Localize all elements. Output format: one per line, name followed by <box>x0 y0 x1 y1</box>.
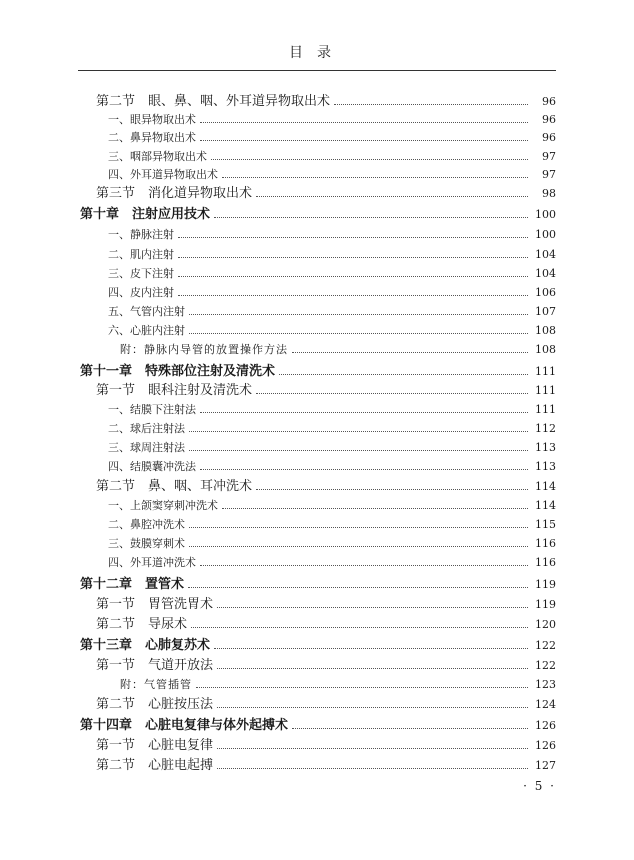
toc-entry-item[interactable] <box>108 492 556 513</box>
toc-entry-page-number: 100 <box>535 228 556 241</box>
dot-leader <box>178 279 528 296</box>
dot-leader <box>191 611 528 628</box>
toc-entry-section[interactable] <box>96 473 556 494</box>
toc-entry-page-number: 111 <box>535 365 556 378</box>
dot-leader <box>214 632 528 649</box>
toc-entry-chapter[interactable] <box>80 712 556 733</box>
toc-entry-label: 三、皮下注射 <box>108 267 174 280</box>
toc-entry-label: 第二节 眼、鼻、咽、外耳道异物取出术 <box>96 94 331 109</box>
toc-entry-page-number: 96 <box>542 95 556 108</box>
toc-entry-label: 四、结膜囊冲洗法 <box>108 460 196 473</box>
toc-entry-page-number: 119 <box>535 598 556 611</box>
toc-entry-label: 二、球后注射法 <box>108 422 185 435</box>
toc-entry-label: 二、鼻腔冲洗术 <box>108 518 185 531</box>
dot-leader <box>189 317 528 334</box>
toc-entry-label: 三、咽部异物取出术 <box>108 150 207 163</box>
toc-entry-label: 一、上颌窦穿刺冲洗术 <box>108 499 218 512</box>
toc-entry-label: 第一节 心脏电复律 <box>96 738 214 753</box>
dot-leader <box>189 298 528 315</box>
toc-entry-page-number: 122 <box>535 639 556 652</box>
toc-entry-item[interactable] <box>108 511 556 532</box>
toc-entry-label: 第十二章 置管术 <box>80 577 185 592</box>
dot-leader <box>279 358 528 375</box>
dot-leader <box>211 143 528 160</box>
toc-entry-label: 第一节 眼科注射及清洗术 <box>96 383 253 398</box>
toc-entry-label: 第十一章 特殊部位注射及清洗术 <box>80 364 276 379</box>
toc-entry-label: 一、静脉注射 <box>108 228 174 241</box>
dot-leader <box>189 511 528 528</box>
toc-entry-label: 一、结膜下注射法 <box>108 403 196 416</box>
toc-entry-chapter[interactable] <box>80 358 556 379</box>
toc-entry-item[interactable] <box>108 241 556 262</box>
toc-entry-page-number: 108 <box>535 324 556 337</box>
toc-entry-item[interactable] <box>108 124 556 145</box>
dot-leader <box>217 691 528 708</box>
toc-entry-item[interactable] <box>108 161 556 182</box>
dot-leader <box>189 415 528 432</box>
toc-entry-item[interactable] <box>108 453 556 474</box>
toc-entry-section[interactable] <box>96 691 556 712</box>
toc-entry-label: 四、外耳道冲洗术 <box>108 556 196 569</box>
toc-entry-label: 三、鼓膜穿刺术 <box>108 537 185 550</box>
dot-leader <box>256 473 528 490</box>
toc-entry-page-number: 126 <box>535 739 556 752</box>
dot-leader <box>200 124 528 141</box>
dot-leader <box>214 201 528 218</box>
toc-entry-page-number: 114 <box>535 499 556 512</box>
dot-leader <box>217 752 528 769</box>
toc-entry-page-number: 104 <box>535 248 556 261</box>
dot-leader <box>178 260 528 277</box>
toc-entry-chapter[interactable] <box>80 571 556 592</box>
toc-entry-page-number: 111 <box>535 384 556 397</box>
toc-entry-section[interactable] <box>96 591 556 612</box>
toc-entry-label: 三、球周注射法 <box>108 441 185 454</box>
toc-entry-item[interactable] <box>108 298 556 319</box>
toc-entry-chapter[interactable] <box>80 201 556 222</box>
toc-entry-label: 一、眼异物取出术 <box>108 113 196 126</box>
dot-leader <box>222 492 528 509</box>
toc-entry-label: 二、肌内注射 <box>108 248 174 261</box>
dot-leader <box>222 161 528 178</box>
toc-entry-label: 四、皮内注射 <box>108 286 174 299</box>
toc-entry-item[interactable] <box>108 279 556 300</box>
toc-entry-label: 第一节 胃管洗胃术 <box>96 597 214 612</box>
dot-leader <box>200 396 528 413</box>
dot-leader <box>217 652 528 669</box>
toc-entry-page-number: 113 <box>535 441 556 454</box>
toc-entry-label: 五、气管内注射 <box>108 305 185 318</box>
toc-entry-page-number: 120 <box>535 618 556 631</box>
toc-entry-page-number: 124 <box>535 698 556 711</box>
toc-entry-item[interactable] <box>108 221 556 242</box>
toc-entry-label: 第二节 导尿术 <box>96 617 188 632</box>
dot-leader <box>178 241 528 258</box>
dot-leader <box>200 549 528 566</box>
toc-entry-item[interactable] <box>108 434 556 455</box>
toc-entry-page-number: 112 <box>535 422 556 435</box>
toc-entry-page-number: 108 <box>535 343 556 356</box>
toc-entry-label: 附：静脉内导管的放置操作方法 <box>120 343 288 356</box>
toc-entry-section[interactable] <box>96 732 556 753</box>
toc-entry-page-number: 116 <box>535 556 556 569</box>
toc-entry-label: 附：气管插管 <box>120 678 192 691</box>
toc-entry-label: 第二节 心脏按压法 <box>96 697 214 712</box>
toc-entry-item[interactable] <box>108 549 556 570</box>
toc-entry-note[interactable] <box>120 336 556 357</box>
dot-leader <box>256 377 528 394</box>
toc-entry-page-number: 96 <box>542 113 556 126</box>
dot-leader <box>196 671 528 688</box>
dot-leader <box>178 221 528 238</box>
toc-entry-chapter[interactable] <box>80 632 556 653</box>
page-number: · 5 · <box>523 779 556 793</box>
toc-entry-section[interactable] <box>96 752 556 773</box>
dot-leader <box>292 712 528 729</box>
toc-entry-page-number: 106 <box>535 286 556 299</box>
dot-leader <box>217 591 528 608</box>
toc-entry-label: 第一节 气道开放法 <box>96 658 214 673</box>
toc-entry-page-number: 107 <box>535 305 556 318</box>
toc-entry-section[interactable] <box>96 377 556 398</box>
dot-leader <box>334 88 528 105</box>
dot-leader <box>200 106 528 123</box>
toc-entry-item[interactable] <box>108 415 556 436</box>
toc-entry-note[interactable] <box>120 671 556 692</box>
toc-entry-label: 二、鼻异物取出术 <box>108 131 196 144</box>
toc-entry-page-number: 114 <box>535 480 556 493</box>
dot-leader <box>188 571 528 588</box>
toc-entry-label: 第十章 注射应用技术 <box>80 207 211 222</box>
toc-entry-page-number: 104 <box>535 267 556 280</box>
toc-entry-label: 第二节 鼻、咽、耳冲洗术 <box>96 479 253 494</box>
dot-leader <box>292 336 528 353</box>
toc-entry-page-number: 123 <box>535 678 556 691</box>
toc-entry-page-number: 126 <box>535 719 556 732</box>
toc-entry-page-number: 96 <box>542 131 556 144</box>
toc-entry-page-number: 98 <box>542 187 556 200</box>
dot-leader <box>189 530 528 547</box>
toc-entry-page-number: 122 <box>535 659 556 672</box>
toc-entry-page-number: 115 <box>535 518 556 531</box>
toc-entry-section[interactable] <box>96 652 556 673</box>
toc-entry-label: 四、外耳道异物取出术 <box>108 168 218 181</box>
toc-entry-label: 六、心脏内注射 <box>108 324 185 337</box>
toc-entry-item[interactable] <box>108 317 556 338</box>
toc-entry-label: 第三节 消化道异物取出术 <box>96 186 253 201</box>
page-header-title: 目录 <box>289 45 345 61</box>
dot-leader <box>256 180 528 197</box>
toc-entry-label: 第十三章 心肺复苏术 <box>80 638 211 653</box>
toc-entry-section[interactable] <box>96 180 556 201</box>
toc-entry-item[interactable] <box>108 396 556 417</box>
toc-entry-page-number: 97 <box>542 168 556 181</box>
toc-entry-label: 第二节 心脏电起搏 <box>96 758 214 773</box>
toc-entry-page-number: 119 <box>535 578 556 591</box>
toc-entry-page-number: 97 <box>542 150 556 163</box>
toc-entry-page-number: 100 <box>535 208 556 221</box>
toc-entry-section[interactable] <box>96 611 556 632</box>
toc-entry-page-number: 113 <box>535 460 556 473</box>
toc-entry-item[interactable] <box>108 530 556 551</box>
dot-leader <box>189 434 528 451</box>
toc-entry-page-number: 116 <box>535 537 556 550</box>
toc-entry-item[interactable] <box>108 260 556 281</box>
toc-entry-page-number: 111 <box>535 403 556 416</box>
toc-entry-label: 第十四章 心脏电复律与体外起搏术 <box>80 718 289 733</box>
dot-leader <box>200 453 528 470</box>
toc-entry-page-number: 127 <box>535 759 556 772</box>
dot-leader <box>217 732 528 749</box>
